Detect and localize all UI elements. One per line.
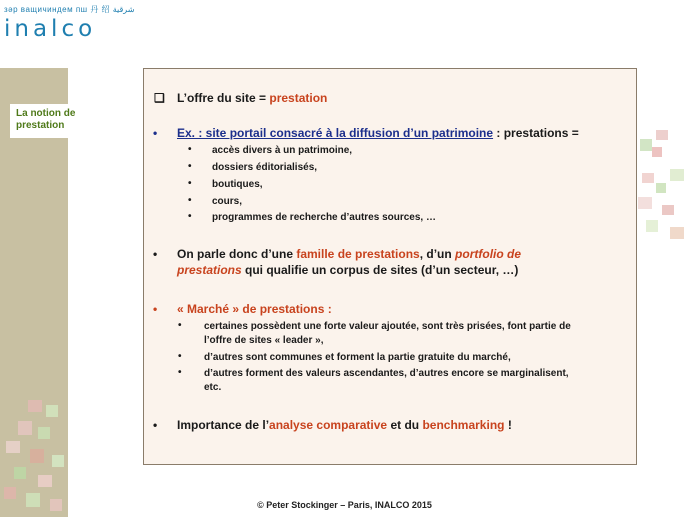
bullet-icon: • xyxy=(153,247,158,261)
sub-bullet-icon: • xyxy=(178,351,182,362)
sub-bullet-icon: • xyxy=(178,320,182,331)
point-offre: L’offre du site = prestation xyxy=(177,91,328,105)
list-item-line1: certaines possèdent une forte valeur ajoutée, sont très prisées, font partie de xyxy=(204,321,571,332)
checkbox-bullet-icon: ❑ xyxy=(154,91,165,105)
decorative-squares-right xyxy=(636,125,689,245)
list-item-line2: l’offre de sites « leader », xyxy=(204,335,324,346)
point-exemple: Ex. : site portail consacré à la diffusion d’un patrimoine : prestations = xyxy=(177,126,579,140)
section-label xyxy=(10,104,88,138)
logo-name: inalco xyxy=(4,16,97,42)
list-item: dossiers éditorialisés, xyxy=(212,162,318,173)
decorative-squares-left xyxy=(0,395,75,517)
sub-bullet-icon: • xyxy=(188,195,192,206)
list-item-line1: d’autres forment des valeurs ascendantes, d’autres encore se marginalisent, xyxy=(204,368,569,379)
section-label-line2: prestation xyxy=(16,120,65,131)
sub-bullet-icon: • xyxy=(178,367,182,378)
list-item-line2: etc. xyxy=(204,382,222,393)
content-box xyxy=(143,68,637,465)
list-item: boutiques, xyxy=(212,179,263,190)
list-item: cours, xyxy=(212,196,243,207)
logo-script-line: зəр ващичиндем пш 丹 绍 شرقية xyxy=(4,5,135,14)
footer-copyright: © Peter Stockinger – Paris, INALCO 2015 xyxy=(257,500,432,510)
list-item-line1: d’autres sont communes et forment la partie gratuite du marché, xyxy=(204,352,511,363)
point-importance: Importance de l’analyse comparative et du benchmarking ! xyxy=(177,418,512,432)
list-item: accès divers à un patrimoine, xyxy=(212,145,353,156)
list-item: programmes de recherche d’autres sources, … xyxy=(212,212,436,223)
bullet-icon: • xyxy=(153,302,158,316)
sub-bullet-icon: • xyxy=(188,178,192,189)
sub-bullet-icon: • xyxy=(188,211,192,222)
point-marche: « Marché » de prestations : xyxy=(177,302,332,316)
point-famille-line2: prestations qui qualifie un corpus de sites (d’un secteur, …) xyxy=(177,263,519,277)
bullet-icon: • xyxy=(153,418,158,432)
point-famille-line1: On parle donc d’une famille de prestations, d’un portfolio de xyxy=(177,247,522,261)
inalco-logo xyxy=(4,4,134,42)
section-label-line1: La notion de xyxy=(16,108,76,119)
sub-bullet-icon: • xyxy=(188,144,192,155)
bullet-icon: • xyxy=(153,126,158,140)
sub-bullet-icon: • xyxy=(188,161,192,172)
